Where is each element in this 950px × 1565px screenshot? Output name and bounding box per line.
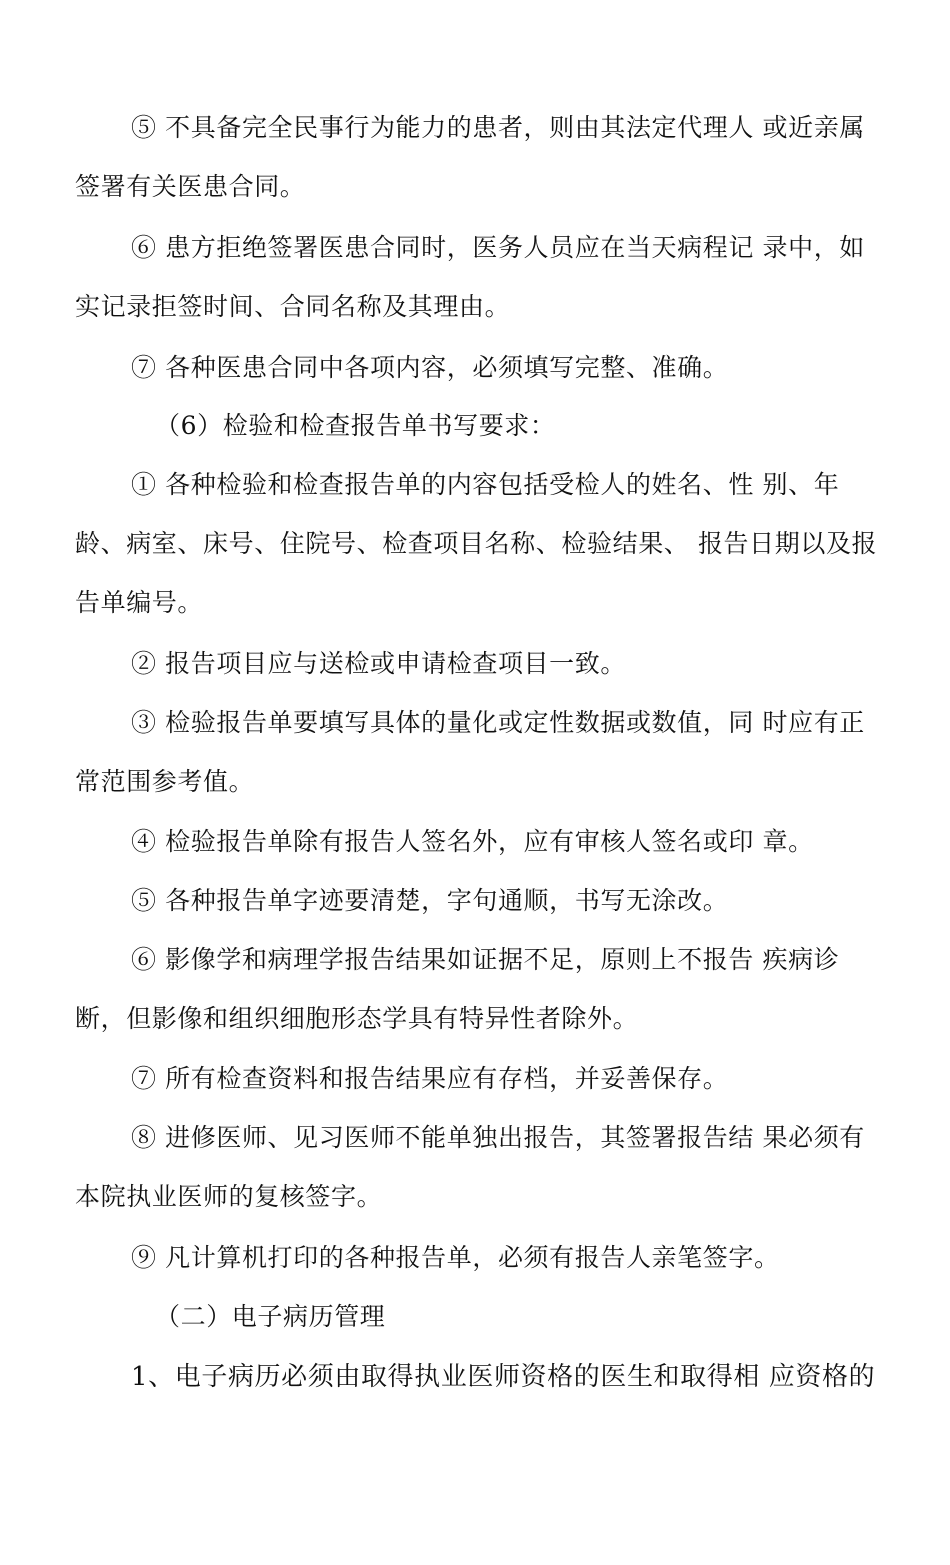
paragraph-report-item-2: ② 报告项目应与送检或申请检查项目一致。 [131, 649, 626, 678]
paragraph-report-item-9: ⑨ 凡计算机打印的各种报告单，必须有报告人亲笔签字。 [131, 1243, 780, 1272]
paragraph-emr-item-1: 1、电子病历必须由取得执业医师资格的医生和取得相 应资格的 [131, 1362, 876, 1392]
paragraph-report-item-3: ③ 检验报告单要填写具体的量化或定性数据或数值，同 时应有正常范围参考值。 [75, 708, 865, 796]
paragraph-report-item-8: ⑧ 进修医师、见习医师不能单独出报告，其签署报告结 果必须有本院执业医师的复核签字。 [75, 1123, 865, 1211]
paragraph-item-6-refusal: ⑥ 患方拒绝签署医患合同时，医务人员应在当天病程记 录中，如实记录拒签时间、合同名称及其理由。 [75, 233, 865, 321]
paragraph-item-7-completeness: ⑦ 各种医患合同中各项内容，必须填写完整、准确。 [131, 353, 729, 382]
paragraph-report-item-5: ⑤ 各种报告单字迹要清楚，字句通顺，书写无涂改。 [131, 886, 729, 915]
section-heading-emr-management: （二）电子病历管理 [155, 1302, 386, 1331]
paragraph-report-item-1: ① 各种检验和检查报告单的内容包括受检人的姓名、性 别、年龄、病室、床号、住院号、检查项目名称、检验结果、 报告日期以及报告单编号。 [75, 470, 878, 617]
paragraph-report-item-7: ⑦ 所有检查资料和报告结果应有存档，并妥善保存。 [131, 1064, 729, 1093]
paragraph-report-item-4: ④ 检验报告单除有报告人签名外，应有审核人签名或印 章。 [131, 827, 814, 856]
paragraph-report-item-6: ⑥ 影像学和病理学报告结果如证据不足，原则上不报告 疾病诊断，但影像和组织细胞形态学具有特异性者除外。 [75, 945, 840, 1033]
paragraph-item-5-consent: ⑤ 不具备完全民事行为能力的患者，则由其法定代理人 或近亲属签署有关医患合同。 [75, 113, 865, 201]
section-heading-report-requirements: （6）检验和检查报告单书写要求： [155, 411, 556, 440]
